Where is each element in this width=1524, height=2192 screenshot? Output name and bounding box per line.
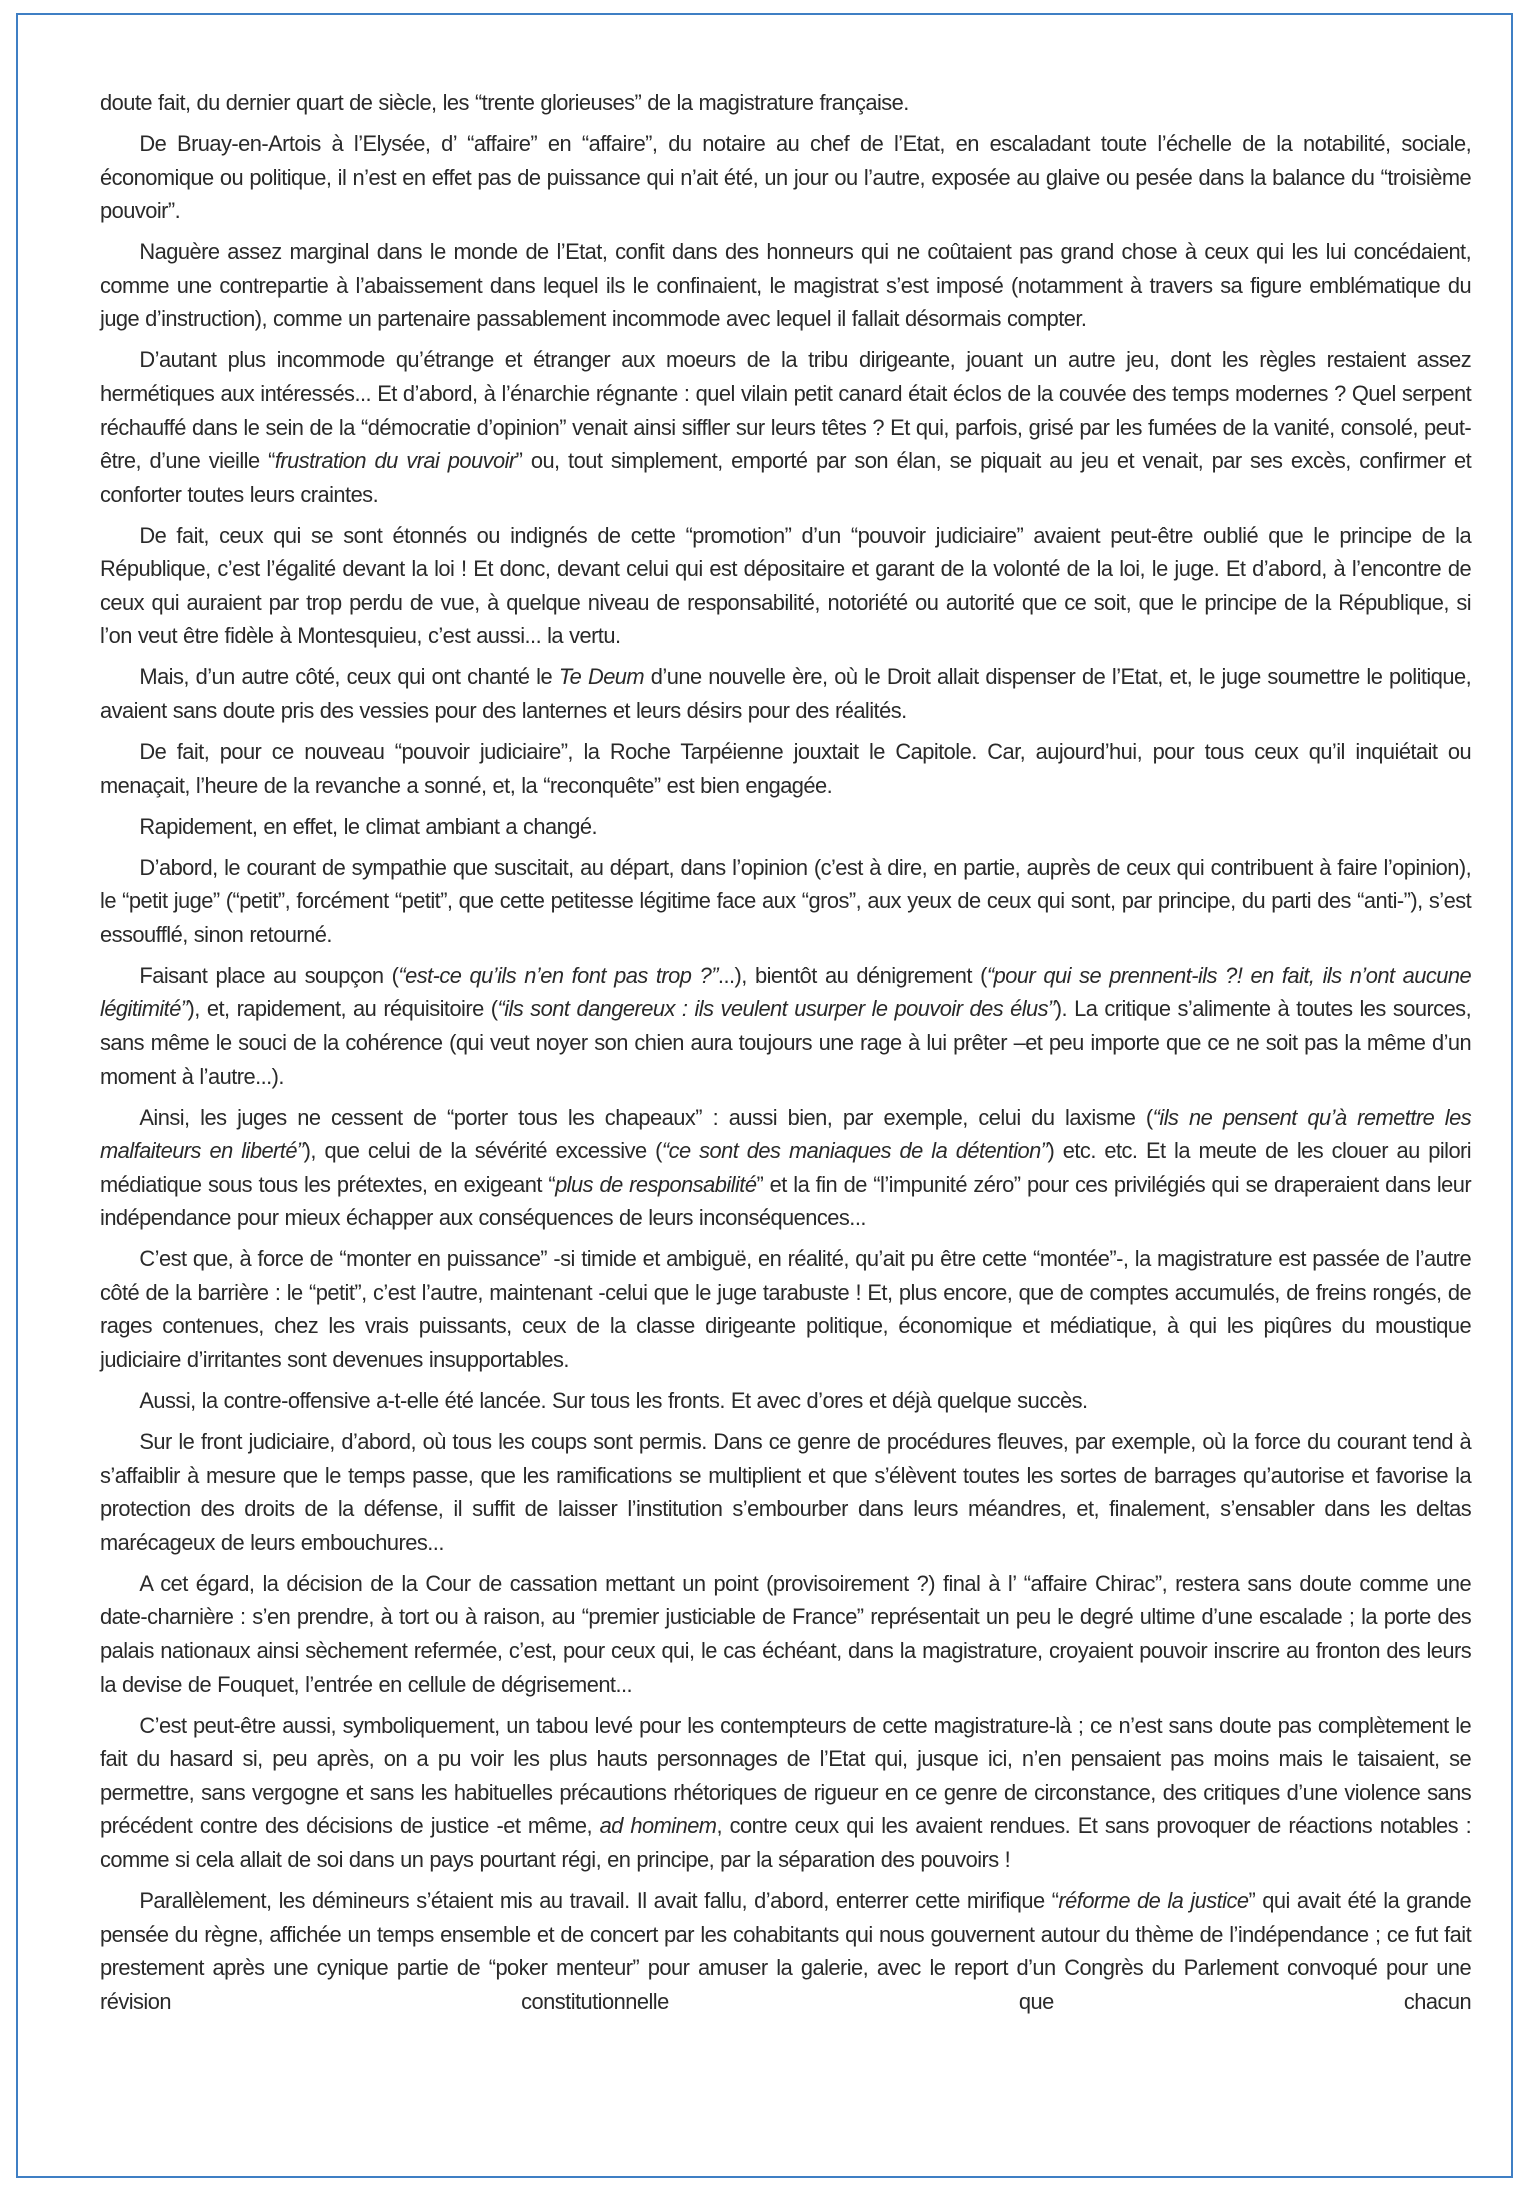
text-segment: ” ou, tout simplement, emporté par son élan, se piquait au jeu et venait, par ses excès, confirmer et conforter toutes leurs craintes. (100, 448, 1472, 507)
text-segment: ), et, rapidement, au réquisitoire ( (187, 996, 498, 1022)
paragraph-1 (100, 86, 1471, 120)
text-segment: ” et la fin de “l’impunité zéro” pour ces privilégiés qui se draperaient dans leur indépendance pour mieux échapper aux conséquences de leurs inconséquences... (100, 1171, 1472, 1231)
italic-quote: “ils sont dangereux : ils veulent usurper le pouvoir des élus” (497, 996, 1055, 1022)
paragraph-7 (100, 735, 1471, 802)
text-segment: Parallèlement, les démineurs s’étaient mis au travail. Il avait fallu, d’abord, enterrer cette mirifique “ (139, 1887, 1059, 1913)
text-segment: Rapidement, en effet, le climat ambiant a changé. (139, 813, 597, 839)
text-segment: De fait, ceux qui se sont étonnés ou indignés de cette “promotion” d’un “pouvoir judiciaire” avaient peut-être oublié que le principe de la République, c’est l’égalité devant la loi ! Et donc, devant celui qui est dépositaire et garant de la volonté de la loi, le juge. Et d’abord, à l’encontre de ceux qui auraient par trop perdu de vue, à quelque niveau de responsabilité, notoriété ou autorité que ce soit, que le principe de la République, si l’on veut être fidèle à Montesquieu, c’est aussi... la vertu. (100, 522, 1472, 649)
text-segment: Naguère assez marginal dans le monde de l’Etat, confit dans des honneurs qui ne coûtaient pas grand chose à ceux qui les lui concédaient, comme une contrepartie à l’abaissement dans lequel ils le confinaient, le magistrat s’est imposé (notamment à travers sa figure emblématique du juge d’instruction), comme un partenaire passablement incommode avec lequel il fallait désormais compter. (100, 239, 1472, 332)
italic-quote: plus de responsabilité (555, 1171, 757, 1197)
text-segment: De Bruay-en-Artois à l’Elysée, d’ “affaire” en “affaire”, du notaire au chef de l’Etat, en escaladant toute l’échelle de la notabilité, sociale, économique ou politique, il n’est en effet pas de puissance qui n’ait été, un jour ou l’autre, exposée au glaive ou pesée dans la balance du “troisième pouvoir”. (100, 130, 1472, 224)
text-segment: d’une nouvelle ère, où le Droit allait dispenser de l’Etat, et, le juge soumettre le politique, avaient sans doute pris des vessies pour des lanternes et leurs désirs pour des réalités. (100, 664, 1472, 724)
paragraph-9 (100, 851, 1471, 952)
paragraph-5 (100, 519, 1471, 653)
text-segment: doute fait, du dernier quart de siècle, les “trente glorieuses” de la magistrature française. (100, 90, 909, 115)
italic-quote: frustration du vrai pouvoir (274, 448, 516, 474)
italic-quote: “ils ne pensent qu’à remettre les malfaiteurs en liberté” (100, 1104, 1472, 1164)
paragraph-14 (100, 1425, 1471, 1559)
text-segment: Ainsi, les juges ne cessent de “porter tous les chapeaux” : aussi bien, par exemple, celui du laxisme ( (139, 1104, 1153, 1130)
text-segment: C’est peut-être aussi, symboliquement, un tabou levé pour les contempteurs de cette magistrature-là ; ce n’est sans doute pas complètement le fait du hasard si, peu après, on a pu voir les plus hauts personnages de l’Etat qui, jusque ici, n’en pensaient pas moins mais le taisaient, se permettre, sans vergogne et sans les habituelles précautions rhétoriques de rigueur en ce genre de circonstance, des critiques d’une violence sans précédent contre des décisions de justice -et même, (100, 1712, 1472, 1839)
text-segment: Aussi, la contre-offensive a-t-elle été lancée. Sur tous les fronts. Et avec d’ores et déjà quelque succès. (139, 1388, 1088, 1414)
paragraph-15 (100, 1567, 1471, 1701)
article-body (100, 86, 1471, 2026)
paragraph-10 (100, 959, 1471, 1093)
text-segment: C’est que, à force de “monter en puissance” -si timide et ambiguë, en réalité, qu’ait pu être cette “montée”-, la magistrature est passée de l’autre côté de la barrière : le “petit”, c’est l’autre, maintenant -celui que le juge tarabuste ! Et, plus encore, que de comptes accumulés, de freins rongés, de rages contenues, chez les vrais puissants, ceux de la classe dirigeante politique, économique et médiatique, à qui les piqûres du moustique judiciaire d’irritantes sont devenues insupportables. (100, 1246, 1472, 1373)
italic-quote: réforme de la justice (1058, 1887, 1249, 1913)
italic-quote: “pour qui se prennent-ils ?! en fait, ils n’ont aucune légitimité” (100, 962, 1472, 1022)
text-segment: D’abord, le courant de sympathie que suscitait, au départ, dans l’opinion (c’est à dire, en partie, auprès de ceux qui contribuent à faire l’opinion), le “petit juge” (“petit”, forcément “petit”, que cette petitesse légitime face aux “gros”, aux yeux de ceux qui sont, par principe, du parti des “anti-”), s’est essoufflé, sinon retourné. (100, 854, 1472, 947)
text-segment: ). La critique s’alimente à toutes les sources, sans même le souci de la cohérence (qui veut noyer son chien aura toujours une rage à lui prêter –et peu importe que ce ne soit pas la même d’un moment à l’autre...). (100, 996, 1472, 1089)
text-segment: A cet égard, la décision de la Cour de cassation mettant un point (provisoirement ?) final à l’ “affaire Chirac”, restera sans doute comme une date-charnière : s’en prendre, à tort ou à raison, au “premier justiciable de France” représentait un peu le degré ultime d’une escalade ; la porte des palais nationaux ainsi sèchement refermée, c’est, pour ceux qui, le cas échéant, dans la magistrature, croyaient pouvoir inscrire au fronton des leurs la devise de Fouquet, l’entrée en cellule de dégrisement... (100, 1570, 1472, 1697)
text-segment: D’autant plus incommode qu’étrange et étranger aux moeurs de la tribu dirigeante, jouant un autre jeu, dont les règles restaient assez hermétiques aux intéressés... Et d’abord, à l’énarchie régnante : quel vilain petit canard était éclos de la couvée des temps modernes ? Quel serpent réchauffé dans le sein de la “démocratie d’opinion” venait ainsi siffler sur leurs têtes ? Et qui, parfois, grisé par les fumées de la vanité, consolé, peut-être, d’une vieille “ (100, 347, 1472, 474)
text-segment: Faisant place au soupçon ( (139, 962, 399, 988)
paragraph-2 (100, 127, 1471, 228)
text-segment: De fait, pour ce nouveau “pouvoir judiciaire”, la Roche Tarpéienne jouxtait le Capitole. Car, aujourd’hui, pour tous ceux qu’il inquiétait ou menaçait, l’heure de la revanche a sonné, et, la “reconquête” est bien engagée. (100, 739, 1472, 798)
italic-term: Te Deum (558, 664, 645, 690)
paragraph-6 (100, 660, 1471, 727)
text-segment: ), que celui de la sévérité excessive ( (303, 1138, 662, 1164)
text-segment: ” qui avait été la grande pensée du règne, affichée un temps ensemble et de concert par les cohabitants qui nous gouvernent autour du thème de l’indépendance ; ce fut fait prestement après une cynique partie de “poker menteur” pour amuser la galerie, avec le report d’un Congrès du Parlement convoqué pour une révision constitutionnelle que chacun (100, 1887, 1472, 2014)
paragraph-3 (100, 235, 1471, 336)
text-segment: ...), bientôt au dénigrement ( (717, 962, 987, 988)
paragraph-17 (100, 1884, 1471, 2018)
italic-quote: “ce sont des maniaques de la détention” (661, 1138, 1048, 1164)
text-segment: ) etc. etc. Et la meute de les clouer au pilori médiatique sous tous les prétextes, en exigeant “ (100, 1138, 1472, 1197)
paragraph-13 (100, 1384, 1471, 1418)
paragraph-4 (100, 343, 1471, 511)
paragraph-8 (100, 810, 1471, 844)
italic-quote: “est-ce qu’ils n’en font pas trop ?” (398, 962, 718, 988)
text-segment: Sur le front judiciaire, d’abord, où tous les coups sont permis. Dans ce genre de procédures fleuves, par exemple, où la force du courant tend à s’affaiblir à mesure que le temps passe, que les ramifications se multiplient et que s’élèvent toutes les sortes de barrages qu’autorise et favorise la protection des droits de la défense, il suffit de laisser l’institution s’embourber dans leurs méandres, et, finalement, s’ensabler dans les deltas marécageux de leurs embouchures... (100, 1429, 1472, 1555)
text-segment: , contre ceux qui les avaient rendues. Et sans provoquer de réactions notables : comme si cela allait de soi dans un pays pourtant régi, en principe, par la séparation des pouvoirs ! (100, 1813, 1472, 1872)
paragraph-11 (100, 1101, 1471, 1235)
paragraph-16 (100, 1709, 1471, 1877)
italic-term: ad hominem (599, 1813, 717, 1839)
text-segment: Mais, d’un autre côté, ceux qui ont chanté le (139, 664, 559, 690)
paragraph-12 (100, 1242, 1471, 1376)
